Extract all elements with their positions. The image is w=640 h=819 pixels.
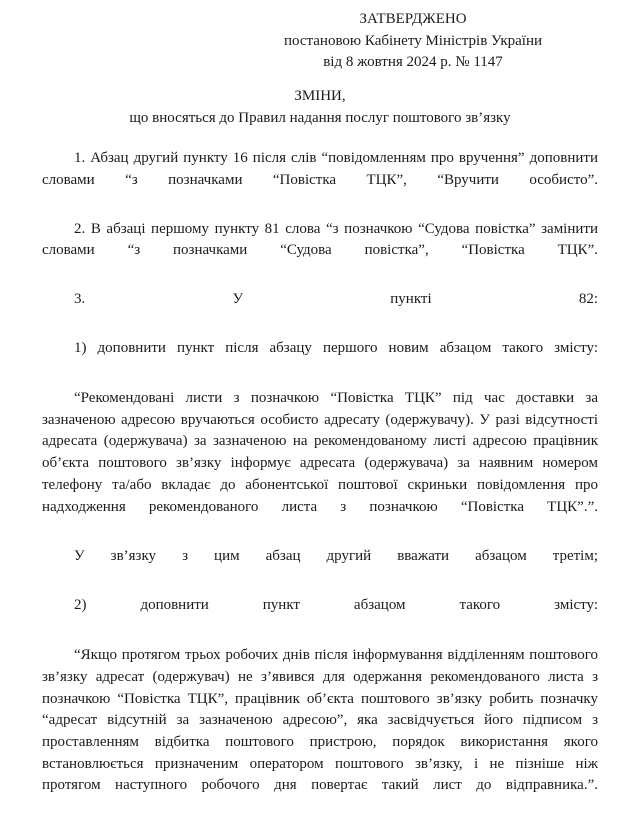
paragraph-quote-1: “Рекомендовані листи з позначкою “Повістка ТЦК” під час доставки за зазначеною адресою вручаються особисто адресату (одержувачу). У разі відсутності адресата (одержувача) за зазначеною на рекомендованому листі адресою працівник об’єкта поштового зв’язку інформує адресата (одержувача) за наявним номером телефону та/або вкладає до абонентської поштової скриньки повідомлення про надходження рекомендованого листа з позначкою “Повістка ТЦК”.”. [42,390,598,515]
paragraph-subitem-2: 2) доповнити пункт абзацом такого змісту: [74,597,598,614]
paragraph-item-2: 2. В абзаці першому пункту 81 слова “з позначкою “Судова повістка” замінити словами “з позначками “Судова повістка”, “Повістка ТЦК”. [42,220,598,259]
document-body [42,148,598,819]
approval-block [283,9,543,74]
approval-reference: від 8 жовтня 2024 р. № 1147 [323,54,503,70]
title-subtitle: що вносяться до Правил надання послуг поштового зв’язку [129,109,511,126]
title-main: ЗМІНИ, [294,88,346,104]
approval-heading: ЗАТВЕРДЖЕНО [359,11,467,27]
paragraph-quote-2: “Якщо протягом трьох робочих днів після інформування відділенням поштового зв’язку адресат (одержувач) не з’явився для одержання рекомендованого листа з позначкою “Повістка ТЦК”, працівник об’єкта поштового зв’язку робить позначку “адресат відсутній за зазначеною адресою”, яка засвідчується його підписом з проставленням відбитка поштового пристрою, порядок використання якого встановлюється призначеним оператором поштового зв’язку, і не пізніше ніж протягом наступного робочого дня повертає такий лист до відправника.”. [42,647,598,794]
paragraph-item-3: 3. У пункті 82: [74,291,598,308]
paragraph-subitem-1: 1) доповнити пункт після абзацу першого новим абзацом такого змісту: [74,340,598,357]
paragraph-item-1: 1. Абзац другий пункту 16 після слів “повідомленням про вручення” доповнити словами “з позначками “Повістка ТЦК”, “Вручити особисто”. [42,150,598,188]
paragraph-renumber-note: У зв’язку з цим абзац другий вважати абзацом третім; [74,548,598,565]
approval-issuer: постановою Кабінету Міністрів України [283,32,543,49]
page-title [42,86,598,129]
